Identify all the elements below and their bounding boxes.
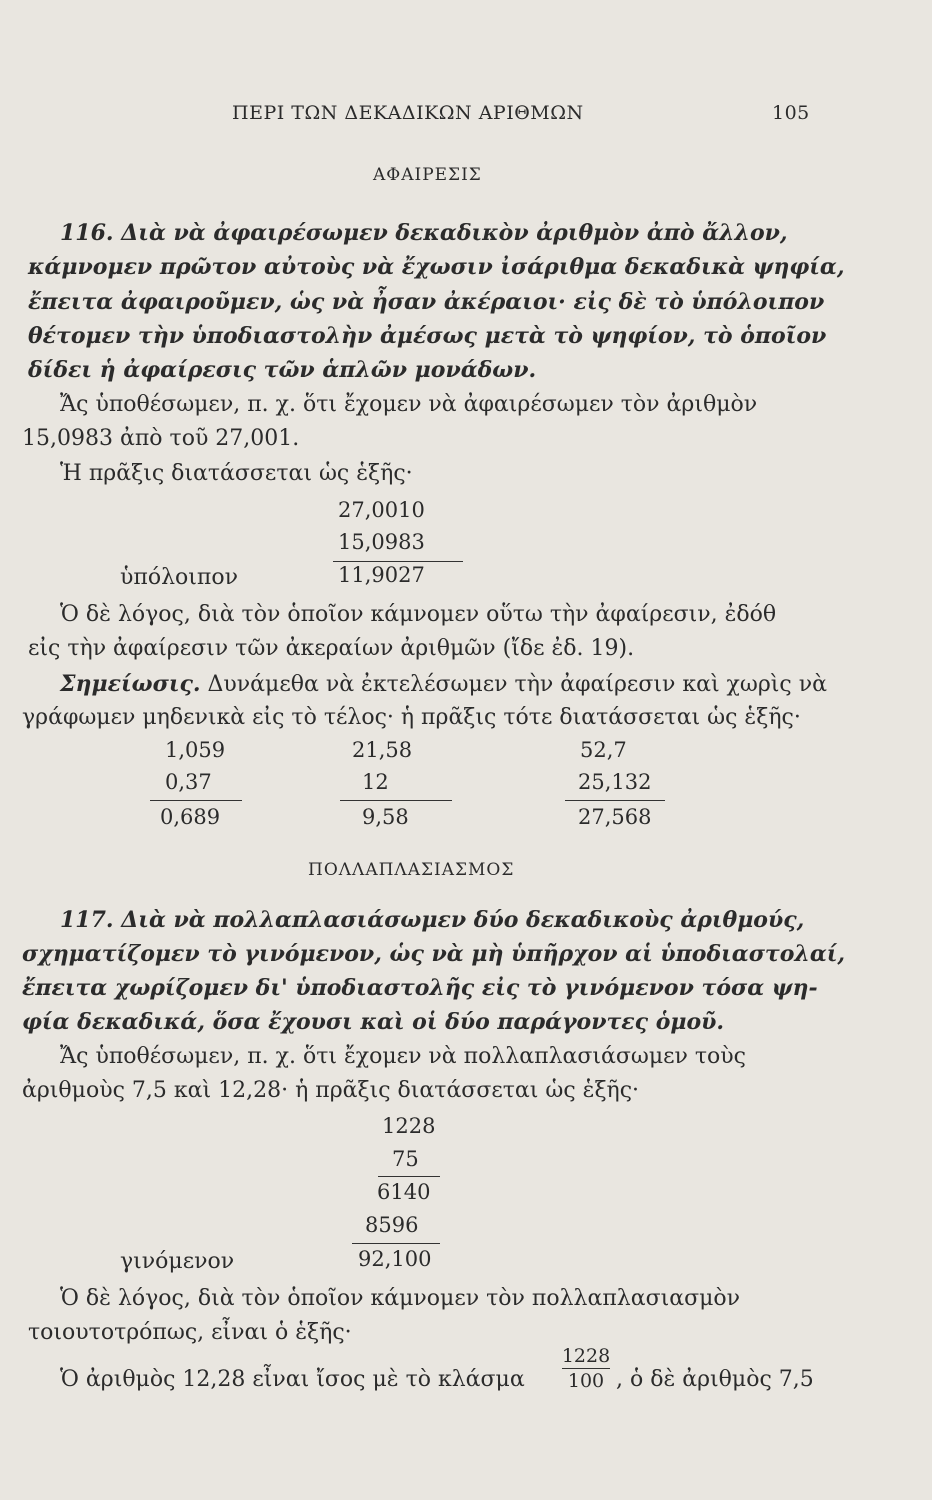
example-1-rule [150,800,242,801]
running-head: ΠΕΡΙ ΤΩΝ ΔΕΚΑΔΙΚΩΝ ΑΡΙΘΜΩΝ [232,102,584,124]
fraction-bar [562,1368,610,1369]
product-label: γινόμενον [120,1249,235,1274]
rule-line: σχηματίζομεν τὸ γινόμενον, ὡς νὰ μὴ ὑπῆρχον αἱ ὑποδιαστολαί, [22,941,846,967]
fraction-denominator: 100 [567,1370,605,1392]
rule-line: δίδει ἡ ἀφαίρεσις τῶν ἁπλῶν μονάδων. [28,357,537,383]
page-number: 105 [772,102,810,124]
product: 92,100 [358,1247,432,1271]
example-line: Ἡ πρᾶξις διατάσσεται ὡς ἑξῆς· [60,461,413,486]
note-label: Σημείωσις. [60,671,201,697]
example-line: ἀριθμοὺς 7,5 καὶ 12,28· ἡ πρᾶξις διατάσσεται ὡς ἑξῆς· [22,1078,640,1103]
reason-line: Ὁ δὲ λόγος, διὰ τὸν ὁποῖον κάμνομεν οὕτω τὴν ἀφαίρεσιν, ἐδόθ [60,602,777,627]
rule-line: ἔπειτα χωρίζομεν δι' ὑποδιαστολῆς εἰς τὸ γινόμενον τόσα ψη- [22,975,818,1001]
multiplication-rule-2 [352,1243,440,1244]
minuend: 27,0010 [338,498,425,522]
example-2-top: 21,58 [352,738,413,762]
example-3-result: 27,568 [578,805,652,829]
rule-line: θέτομεν τὴν ὑποδιαστολὴν ἀμέσως μετὰ τὸ ψηφίον, τὸ ὁποῖον [28,323,827,349]
fraction-numerator: 1228 [561,1345,611,1367]
partial-product-1: 6140 [377,1180,431,1204]
example-3-rule [565,800,665,801]
remainder-label: ὑπόλοιπον [120,565,238,590]
example-2-rule [340,800,452,801]
rule-line: ἔπειτα ἀφαιροῦμεν, ὡς νὰ ἦσαν ἀκέραιοι· εἰς δὲ τὸ ὑπόλοιπον [28,289,825,315]
subtraction-rule [333,561,463,562]
reason-line: τοιουτοτρόπως, εἶναι ὁ ἑξῆς· [28,1320,352,1345]
example-3-bottom: 25,132 [578,770,652,794]
fraction [556,1345,616,1392]
factor-1: 1228 [382,1114,436,1138]
rule-line: 117. Διὰ νὰ πολλαπλασιάσωμεν δύο δεκαδικοὺς ἀριθμούς, [60,907,805,933]
rule-line: κάμνομεν πρῶτον αὐτοὺς νὰ ἔχωσιν ἰσάριθμα δεκαδικὰ ψηφία, [28,254,845,280]
multiplication-rule-1 [378,1176,440,1177]
example-1-top: 1,059 [165,738,226,762]
note-line-2: γράφωμεν μηδενικὰ εἰς τὸ τέλος· ἡ πρᾶξις τότε διατάσσεται ὡς ἑξῆς· [22,705,801,730]
example-line: Ἄς ὑποθέσωμεν, π. χ. ὅτι ἔχομεν νὰ ἀφαιρέσωμεν τὸν ἀριθμὸν [60,392,758,417]
rule-line: 116. Διὰ νὰ ἀφαιρέσωμεν δεκαδικὸν ἀριθμὸν ἀπὸ ἄλλον, [60,220,788,246]
partial-product-2: 8596 [365,1213,419,1237]
remainder: 11,9027 [338,563,425,587]
reason-line: εἰς τὴν ἀφαίρεσιν τῶν ἀκεραίων ἀριθμῶν (ἴδε ἐδ. 19). [28,636,635,661]
note-text: Δυνάμεθα νὰ ἐκτελέσωμεν τὴν ἀφαίρεσιν καὶ χωρὶς νὰ [200,672,827,697]
example-line: Ἄς ὑποθέσωμεν, π. χ. ὅτι ἔχομεν νὰ πολλαπλασιάσωμεν τοὺς [60,1044,746,1069]
last-line-a: Ὁ ἀριθμὸς 12,28 εἶναι ἴσος μὲ τὸ κλάσμα [60,1367,525,1392]
example-2-result: 9,58 [362,805,409,829]
subtrahend: 15,0983 [338,530,425,554]
example-line: 15,0983 ἀπὸ τοῦ 27,001. [22,426,300,451]
last-line-b: , ὁ δὲ ἀριθμὸς 7,5 [616,1367,814,1392]
rule-line: φία δεκαδικά, ὅσα ἔχουσι καὶ οἱ δύο παράγοντες ὁμοῦ. [22,1009,725,1035]
example-2-bottom: 12 [362,770,389,794]
factor-2: 75 [392,1147,419,1171]
section-title-subtraction: ΑΦΑΙΡΕΣΙΣ [373,165,482,185]
example-1-bottom: 0,37 [165,770,212,794]
example-3-top: 52,7 [580,738,627,762]
note-line [60,669,827,700]
reason-line: Ὁ δὲ λόγος, διὰ τὸν ὁποῖον κάμνομεν τὸν πολλαπλασιασμὸν [60,1286,741,1311]
section-title-multiplication: ΠΟΛΛΑΠΛΑΣΙΑΣΜΟΣ [308,860,515,880]
example-1-result: 0,689 [160,805,221,829]
